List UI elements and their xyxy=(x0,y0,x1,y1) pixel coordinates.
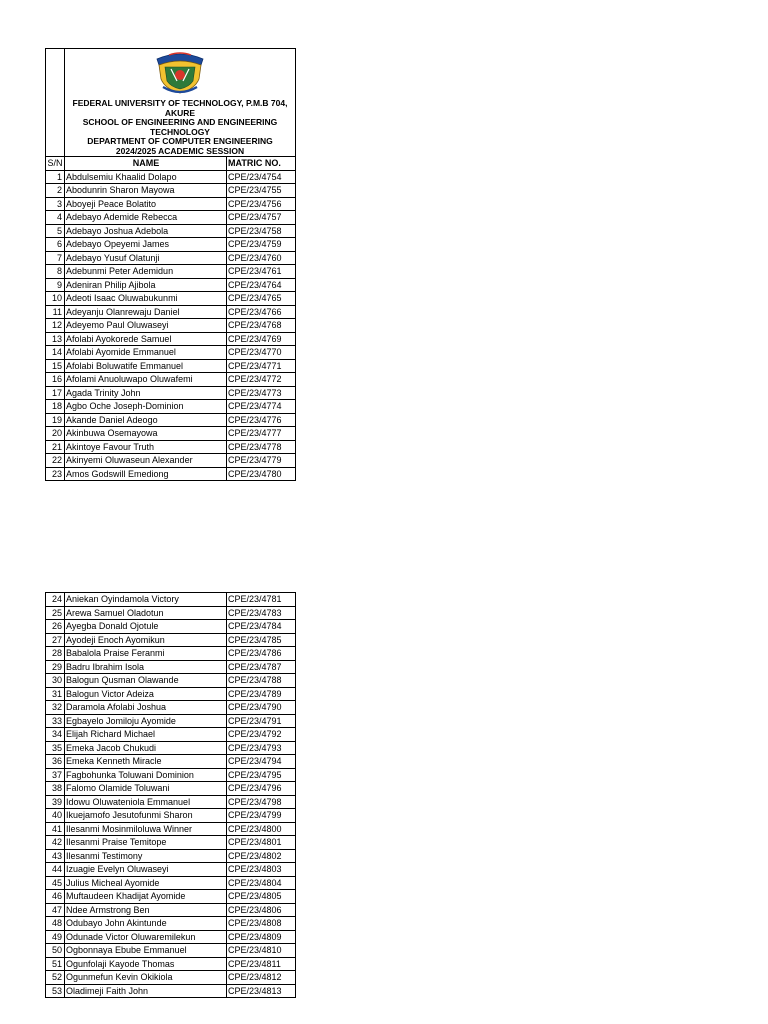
letterhead xyxy=(65,49,296,157)
sn-cell: 44 xyxy=(46,863,65,877)
table-row xyxy=(46,332,296,346)
sn-cell: 9 xyxy=(46,278,65,292)
name-cell: Ilesanmi Testimony xyxy=(65,849,227,863)
sn-cell: 12 xyxy=(46,319,65,333)
table-row xyxy=(46,346,296,360)
matric-cell: CPE/23/4805 xyxy=(227,890,296,904)
table-row xyxy=(46,413,296,427)
table-row xyxy=(46,809,296,823)
name-cell: Fagbohunka Toluwani Dominion xyxy=(65,768,227,782)
name-cell: Odunade Victor Oluwaremilekun xyxy=(65,930,227,944)
matric-cell: CPE/23/4790 xyxy=(227,701,296,715)
sn-cell: 7 xyxy=(46,251,65,265)
table-row xyxy=(46,768,296,782)
matric-cell: CPE/23/4791 xyxy=(227,714,296,728)
table-row xyxy=(46,170,296,184)
table-row xyxy=(46,755,296,769)
matric-cell: CPE/23/4789 xyxy=(227,687,296,701)
class-list-table-page-1 xyxy=(45,48,296,481)
matric-cell: CPE/23/4769 xyxy=(227,332,296,346)
matric-cell: CPE/23/4796 xyxy=(227,782,296,796)
name-cell: Afolabi Ayokorede Samuel xyxy=(65,332,227,346)
sn-cell: 17 xyxy=(46,386,65,400)
sn-cell: 35 xyxy=(46,741,65,755)
matric-cell: CPE/23/4780 xyxy=(227,467,296,481)
name-cell: Afolabi Boluwatife Emmanuel xyxy=(65,359,227,373)
sn-cell: 27 xyxy=(46,633,65,647)
table-row xyxy=(46,606,296,620)
letterhead-blank-cell xyxy=(46,49,65,157)
sn-cell: 30 xyxy=(46,674,65,688)
name-cell: Ogunmefun Kevin Okikiola xyxy=(65,971,227,985)
table-row xyxy=(46,427,296,441)
sn-cell: 45 xyxy=(46,876,65,890)
name-cell: Aniekan Oyindamola Victory xyxy=(65,593,227,607)
table-row xyxy=(46,386,296,400)
university-name: FEDERAL UNIVERSITY OF TECHNOLOGY, P.M.B 704, AKURE xyxy=(72,98,288,118)
column-header-name: NAME xyxy=(65,157,227,171)
name-cell: Abodunrin Sharon Mayowa xyxy=(65,184,227,198)
sn-cell: 46 xyxy=(46,890,65,904)
matric-cell: CPE/23/4773 xyxy=(227,386,296,400)
sn-cell: 49 xyxy=(46,930,65,944)
sn-cell: 13 xyxy=(46,332,65,346)
name-cell: Agada Trinity John xyxy=(65,386,227,400)
name-cell: Elijah Richard Michael xyxy=(65,728,227,742)
matric-cell: CPE/23/4800 xyxy=(227,822,296,836)
school-name-line-2: TECHNOLOGY xyxy=(150,126,210,137)
name-cell: Adebayo Yusuf Olatunji xyxy=(65,251,227,265)
matric-cell: CPE/23/4809 xyxy=(227,930,296,944)
matric-cell: CPE/23/4785 xyxy=(227,633,296,647)
letterhead-row xyxy=(46,49,296,157)
matric-cell: CPE/23/4766 xyxy=(227,305,296,319)
sn-cell: 16 xyxy=(46,373,65,387)
sn-cell: 42 xyxy=(46,836,65,850)
matric-cell: CPE/23/4803 xyxy=(227,863,296,877)
sn-cell: 24 xyxy=(46,593,65,607)
sn-cell: 19 xyxy=(46,413,65,427)
matric-cell: CPE/23/4793 xyxy=(227,741,296,755)
sn-cell: 31 xyxy=(46,687,65,701)
table-row xyxy=(46,278,296,292)
sn-cell: 2 xyxy=(46,184,65,198)
name-cell: Adeoti Isaac Oluwabukunmi xyxy=(65,292,227,306)
table-row xyxy=(46,211,296,225)
matric-cell: CPE/23/4777 xyxy=(227,427,296,441)
name-cell: Julius Micheal Ayomide xyxy=(65,876,227,890)
name-cell: Ayodeji Enoch Ayomikun xyxy=(65,633,227,647)
table-row xyxy=(46,647,296,661)
name-cell: Agbo Oche Joseph-Dominion xyxy=(65,400,227,414)
department-name: DEPARTMENT OF COMPUTER ENGINEERING xyxy=(87,136,273,146)
table-row xyxy=(46,184,296,198)
table-row xyxy=(46,687,296,701)
table-row xyxy=(46,440,296,454)
matric-cell: CPE/23/4788 xyxy=(227,674,296,688)
name-cell: Adeyemo Paul Oluwaseyi xyxy=(65,319,227,333)
table-row xyxy=(46,782,296,796)
table-row xyxy=(46,822,296,836)
sn-cell: 33 xyxy=(46,714,65,728)
matric-cell: CPE/23/4770 xyxy=(227,346,296,360)
column-header-matric: MATRIC NO. xyxy=(227,157,296,171)
matric-cell: CPE/23/4794 xyxy=(227,755,296,769)
sn-cell: 3 xyxy=(46,197,65,211)
name-cell: Ayegba Donald Ojotule xyxy=(65,620,227,634)
name-cell: Babalola Praise Feranmi xyxy=(65,647,227,661)
matric-cell: CPE/23/4758 xyxy=(227,224,296,238)
matric-cell: CPE/23/4754 xyxy=(227,170,296,184)
sn-cell: 53 xyxy=(46,984,65,998)
sn-cell: 4 xyxy=(46,211,65,225)
matric-cell: CPE/23/4811 xyxy=(227,957,296,971)
column-header-sn: S/N xyxy=(47,158,63,168)
sn-cell: 39 xyxy=(46,795,65,809)
sn-cell: 40 xyxy=(46,809,65,823)
matric-cell: CPE/23/4806 xyxy=(227,903,296,917)
name-cell: Arewa Samuel Oladotun xyxy=(65,606,227,620)
matric-cell: CPE/23/4776 xyxy=(227,413,296,427)
sn-cell: 14 xyxy=(46,346,65,360)
class-list-body-page-1 xyxy=(46,49,296,481)
name-cell: Ilesanmi Mosinmiloluwa Winner xyxy=(65,822,227,836)
table-row xyxy=(46,863,296,877)
name-cell: Egbayelo Jomiloju Ayomide xyxy=(65,714,227,728)
table-row xyxy=(46,454,296,468)
table-row xyxy=(46,849,296,863)
table-row xyxy=(46,373,296,387)
sn-cell: 21 xyxy=(46,440,65,454)
name-cell: Badru Ibrahim Isola xyxy=(65,660,227,674)
matric-cell: CPE/23/4810 xyxy=(227,944,296,958)
table-row xyxy=(46,467,296,481)
matric-cell: CPE/23/4812 xyxy=(227,971,296,985)
table-row xyxy=(46,944,296,958)
name-cell: Emeka Kenneth Miracle xyxy=(65,755,227,769)
sn-cell: 23 xyxy=(46,467,65,481)
sn-cell: 51 xyxy=(46,957,65,971)
matric-cell: CPE/23/4808 xyxy=(227,917,296,931)
matric-cell: CPE/23/4755 xyxy=(227,184,296,198)
name-cell: Oladimeji Faith John xyxy=(65,984,227,998)
name-cell: Balogun Victor Adeiza xyxy=(65,687,227,701)
matric-cell: CPE/23/4802 xyxy=(227,849,296,863)
name-cell: Adebayo Opeyemi James xyxy=(65,238,227,252)
name-cell: Adebayo Joshua Adebola xyxy=(65,224,227,238)
matric-cell: CPE/23/4764 xyxy=(227,278,296,292)
matric-cell: CPE/23/4798 xyxy=(227,795,296,809)
name-cell: Adeyanju Olanrewaju Daniel xyxy=(65,305,227,319)
table-row xyxy=(46,197,296,211)
university-crest-icon xyxy=(149,51,211,95)
table-row xyxy=(46,620,296,634)
sn-cell: 28 xyxy=(46,647,65,661)
name-cell: Ilesanmi Praise Temitope xyxy=(65,836,227,850)
table-row xyxy=(46,876,296,890)
name-cell: Ogbonnaya Ebube Emmanuel xyxy=(65,944,227,958)
sn-cell: 37 xyxy=(46,768,65,782)
sn-cell: 38 xyxy=(46,782,65,796)
table-row xyxy=(46,265,296,279)
matric-cell: CPE/23/4757 xyxy=(227,211,296,225)
table-row xyxy=(46,400,296,414)
table-row xyxy=(46,917,296,931)
sn-cell: 50 xyxy=(46,944,65,958)
sn-cell: 34 xyxy=(46,728,65,742)
table-row xyxy=(46,714,296,728)
column-header-row xyxy=(46,157,296,171)
table-row xyxy=(46,957,296,971)
sn-cell: 52 xyxy=(46,971,65,985)
name-cell: Falomo Olamide Toluwani xyxy=(65,782,227,796)
matric-cell: CPE/23/4756 xyxy=(227,197,296,211)
name-cell: Ogunfolaji Kayode Thomas xyxy=(65,957,227,971)
name-cell: Ndee Armstrong Ben xyxy=(65,903,227,917)
matric-cell: CPE/23/4795 xyxy=(227,768,296,782)
letterhead-text xyxy=(65,99,295,156)
sn-cell: 10 xyxy=(46,292,65,306)
name-cell: Aboyeji Peace Bolatito xyxy=(65,197,227,211)
table-row xyxy=(46,593,296,607)
sn-cell: 41 xyxy=(46,822,65,836)
name-cell: Akintoye Favour Truth xyxy=(65,440,227,454)
sn-cell: 22 xyxy=(46,454,65,468)
matric-cell: CPE/23/4801 xyxy=(227,836,296,850)
matric-cell: CPE/23/4787 xyxy=(227,660,296,674)
sn-cell: 25 xyxy=(46,606,65,620)
name-cell: Daramola Afolabi Joshua xyxy=(65,701,227,715)
name-cell: Ikuejamofo Jesutofunmi Sharon xyxy=(65,809,227,823)
matric-cell: CPE/23/4768 xyxy=(227,319,296,333)
table-row xyxy=(46,971,296,985)
matric-cell: CPE/23/4771 xyxy=(227,359,296,373)
table-row xyxy=(46,795,296,809)
matric-cell: CPE/23/4786 xyxy=(227,647,296,661)
matric-cell: CPE/23/4760 xyxy=(227,251,296,265)
school-name-line-1: SCHOOL OF ENGINEERING AND ENGINEERING xyxy=(82,117,278,127)
table-row xyxy=(46,359,296,373)
name-cell: Amos Godswill Emediong xyxy=(65,467,227,481)
name-cell: Idowu Oluwateniola Emmanuel xyxy=(65,795,227,809)
sn-cell: 15 xyxy=(46,359,65,373)
name-cell: Adeniran Philip Ajibola xyxy=(65,278,227,292)
sn-cell: 11 xyxy=(46,305,65,319)
matric-cell: CPE/23/4783 xyxy=(227,606,296,620)
table-row xyxy=(46,674,296,688)
table-row xyxy=(46,633,296,647)
matric-cell: CPE/23/4772 xyxy=(227,373,296,387)
matric-cell: CPE/23/4779 xyxy=(227,454,296,468)
sn-cell: 26 xyxy=(46,620,65,634)
academic-session: 2024/2025 ACADEMIC SESSION xyxy=(115,145,245,156)
table-row xyxy=(46,701,296,715)
sn-cell: 36 xyxy=(46,755,65,769)
sn-cell: 32 xyxy=(46,701,65,715)
name-cell: Odubayo John Akintunde xyxy=(65,917,227,931)
sn-cell: 29 xyxy=(46,660,65,674)
matric-cell: CPE/23/4759 xyxy=(227,238,296,252)
name-cell: Adebayo Ademide Rebecca xyxy=(65,211,227,225)
table-row xyxy=(46,930,296,944)
matric-cell: CPE/23/4778 xyxy=(227,440,296,454)
name-cell: Akande Daniel Adeogo xyxy=(65,413,227,427)
sn-cell: 20 xyxy=(46,427,65,441)
name-cell: Izuagie Evelyn Oluwaseyi xyxy=(65,863,227,877)
matric-cell: CPE/23/4774 xyxy=(227,400,296,414)
sn-cell: 47 xyxy=(46,903,65,917)
matric-cell: CPE/23/4813 xyxy=(227,984,296,998)
sn-cell: 18 xyxy=(46,400,65,414)
name-cell: Muftaudeen Khadijat Ayomide xyxy=(65,890,227,904)
table-row xyxy=(46,728,296,742)
name-cell: Balogun Qusman Olawande xyxy=(65,674,227,688)
table-row xyxy=(46,305,296,319)
name-cell: Adebunmi Peter Ademidun xyxy=(65,265,227,279)
sn-cell: 1 xyxy=(46,170,65,184)
table-row xyxy=(46,741,296,755)
matric-cell: CPE/23/4784 xyxy=(227,620,296,634)
sn-cell: 5 xyxy=(46,224,65,238)
table-row xyxy=(46,251,296,265)
table-row xyxy=(46,319,296,333)
matric-cell: CPE/23/4799 xyxy=(227,809,296,823)
table-row xyxy=(46,903,296,917)
table-row xyxy=(46,890,296,904)
name-cell: Akinyemi Oluwaseun Alexander xyxy=(65,454,227,468)
sn-cell: 6 xyxy=(46,238,65,252)
matric-cell: CPE/23/4804 xyxy=(227,876,296,890)
table-row xyxy=(46,224,296,238)
name-cell: Akinbuwa Osemayowa xyxy=(65,427,227,441)
name-cell: Afolami Anuoluwapo Oluwafemi xyxy=(65,373,227,387)
name-cell: Afolabi Ayomide Emmanuel xyxy=(65,346,227,360)
sn-cell: 8 xyxy=(46,265,65,279)
table-row xyxy=(46,660,296,674)
table-row xyxy=(46,238,296,252)
class-list-body-page-2 xyxy=(46,593,296,998)
sn-cell: 48 xyxy=(46,917,65,931)
table-row xyxy=(46,836,296,850)
name-cell: Emeka Jacob Chukudi xyxy=(65,741,227,755)
table-row xyxy=(46,984,296,998)
matric-cell: CPE/23/4765 xyxy=(227,292,296,306)
table-row xyxy=(46,292,296,306)
sn-cell: 43 xyxy=(46,849,65,863)
matric-cell: CPE/23/4792 xyxy=(227,728,296,742)
name-cell: Abdulsemiu Khaalid Dolapo xyxy=(65,170,227,184)
matric-cell: CPE/23/4761 xyxy=(227,265,296,279)
matric-cell: CPE/23/4781 xyxy=(227,593,296,607)
class-list-table-page-2 xyxy=(45,592,296,998)
